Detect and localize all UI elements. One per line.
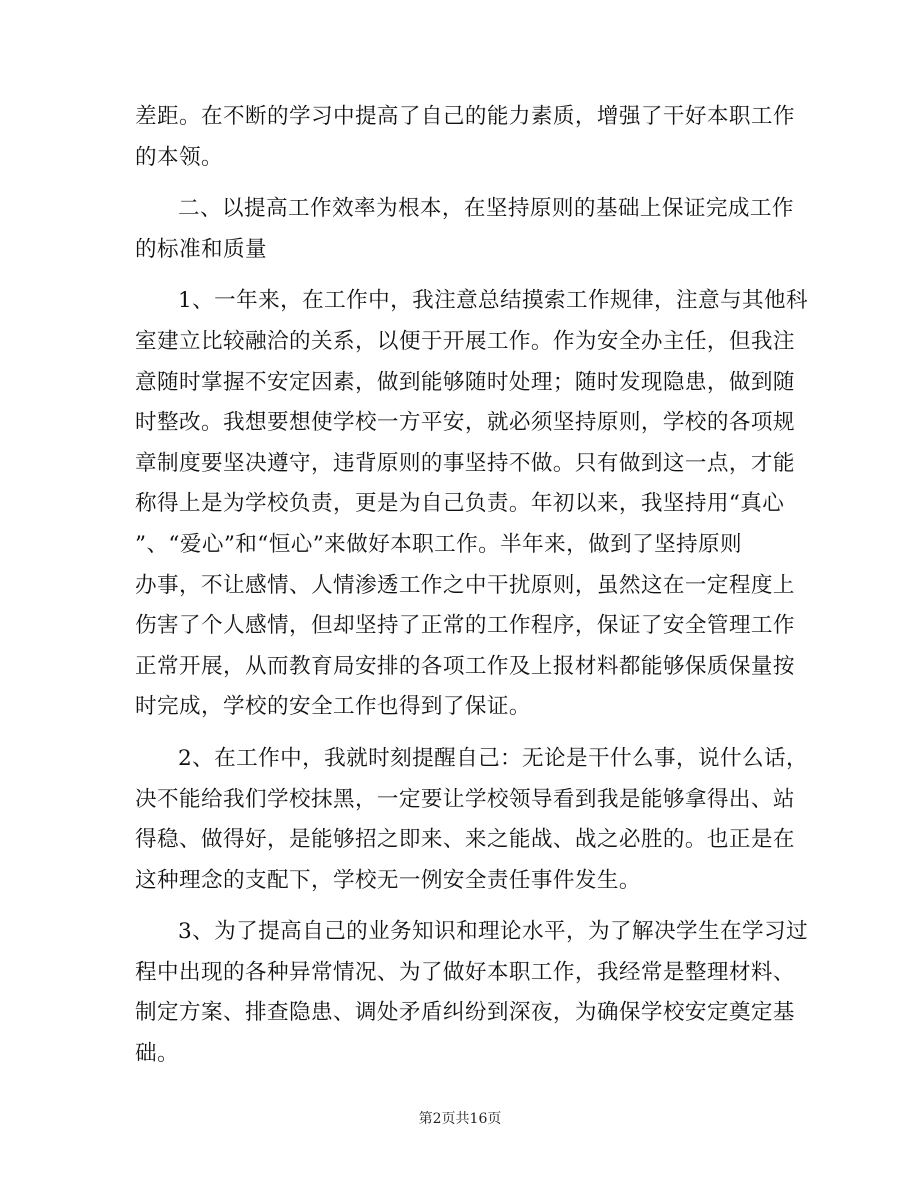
text-line: 2、在工作中，我就时刻提醒自己：无论是干什么事，说什么话，: [178, 745, 808, 771]
text-line: 差距。在不断的学习中提高了自己的能力素质，增强了干好本职工作: [135, 104, 795, 129]
text-line: 这种理念的支配下，学校无一例安全责任事件发生。: [135, 867, 641, 893]
text-line: ”、“爱心”和“恒心”来做好本职工作。半年来，做到了坚持原则: [135, 531, 743, 557]
section-heading: [135, 189, 794, 270]
text-line: 得稳、做得好，是能够招之即来、来之能战、战之必胜的。也正是在: [135, 827, 795, 853]
text-line: 二、以提高工作效率为根本，在坚持原则的基础上保证完成工作: [178, 196, 794, 222]
page-number: 第2页共16页: [418, 1111, 502, 1127]
text-line: 的本领。: [135, 144, 223, 170]
text-line: 正常开展，从而教育局安排的各项工作及上报材料都能够保质保量按: [135, 653, 795, 679]
document-body: [135, 97, 808, 1075]
text-line: 章制度要坚决遵守，违背原则的事坚持不做。只有做到这一点，才能: [135, 450, 795, 476]
text-line: 础。: [135, 1041, 179, 1067]
text-line: 决不能给我们学校抹黑，一定要让学校领导看到我是能够拿得出、站: [135, 786, 795, 812]
text-line: 时整改。我想要想使学校一方平安，就必须坚持原则，学校的各项规: [135, 410, 795, 436]
paragraph: [135, 912, 808, 1074]
paragraph: [135, 739, 808, 901]
paragraph: [135, 97, 795, 178]
text-line: 制定方案、排查隐患、调处矛盾纠纷到深夜，为确保学校安定奠定基: [135, 1000, 795, 1026]
text-line: 办事，不让感情、人情渗透工作之中干扰原则，虽然这在一定程度上: [135, 572, 795, 598]
text-line: 伤害了个人感情，但却坚持了正常的工作程序，保证了安全管理工作: [135, 613, 795, 639]
text-line: 1、一年来，在工作中，我注意总结摸索工作规律，注意与其他科: [178, 288, 808, 314]
text-line: 称得上是为学校负责，更是为自己负责。年初以来，我坚持用“真心: [135, 491, 785, 517]
text-line: 程中出现的各种异常情况、为了做好本职工作，我经常是整理材料、: [135, 959, 795, 985]
text-line: 3、为了提高自己的业务知识和理论水平，为了解决学生在学习过: [178, 919, 808, 945]
text-line: 室建立比较融洽的关系，以便于开展工作。作为安全办主任，但我注: [135, 328, 795, 354]
text-line: 意随时掌握不安定因素，做到能够随时处理；随时发现隐患，做到随: [135, 369, 795, 395]
paragraph: [135, 281, 808, 728]
text-line: 时完成，学校的安全工作也得到了保证。: [135, 694, 531, 720]
text-line: 的标准和质量: [135, 236, 267, 262]
